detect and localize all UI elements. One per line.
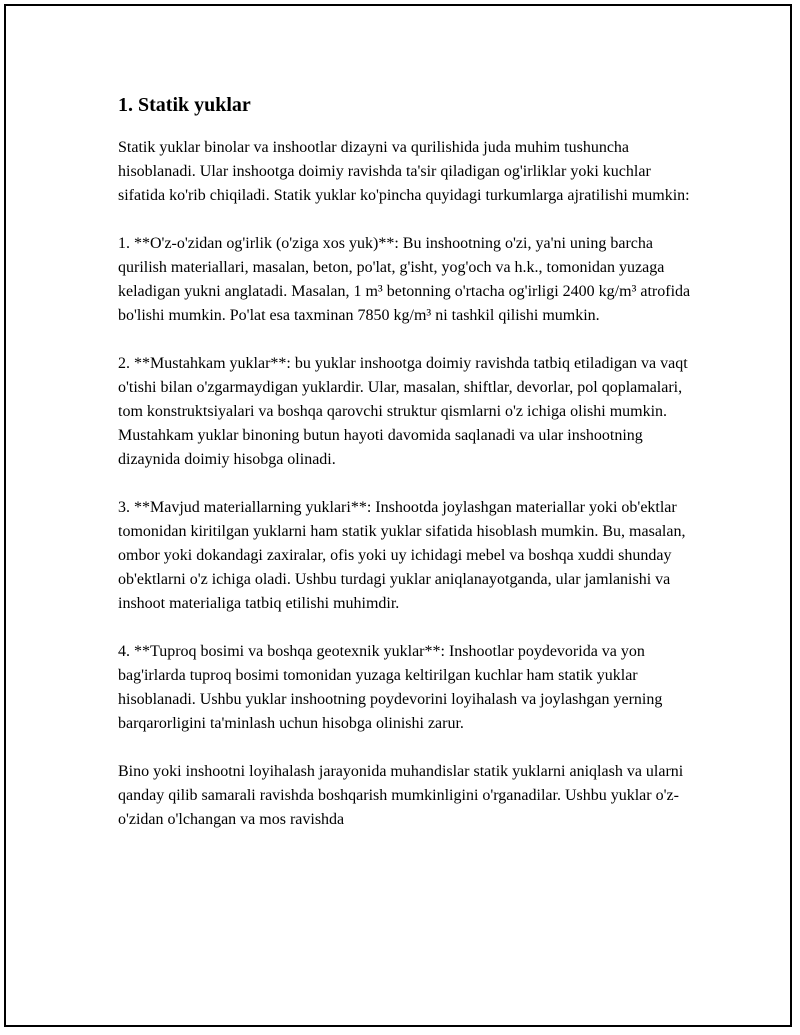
paragraph-item-4: 4. **Tuproq bosimi va boshqa geotexnik yuklar**: Inshootlar poydevorida va yon bag'irlarda tuproq bosimi tomonidan yuzaga keltirilgan kuchlar ham statik yuklar hisoblanadi. Ushbu yuklar inshootning poydevorini loyihalash va joylashgan yerning barqarorligini ta'minlash uchun hisobga olinishi zarur.: [118, 643, 663, 732]
paragraph-conclusion: Bino yoki inshootni loyihalash jarayonida muhandislar statik yuklarni aniqlash va ularni qanday qilib samarali ravishda boshqarish mumkinligini o'rganadilar. Ushbu yuklar o'z-o'zidan o'lchangan va mos ravishda: [118, 763, 684, 828]
paragraph-intro: Statik yuklar binolar va inshootlar dizayni va qurilishida juda muhim tushuncha hisoblanadi. Ular inshootga doimiy ravishda ta'sir qiladigan og'irliklar yoki kuchlar sifatida ko'rib chiqiladi. Statik yuklar ko'pincha quyidagi turkumlarga ajratilishi mumkin:: [118, 139, 690, 204]
paragraph-item-2: 2. **Mustahkam yuklar**: bu yuklar inshootga doimiy ravishda tatbiq etiladigan va vaqt o'tishi bilan o'zgarmaydigan yuklardir. Ular, masalan, shiftlar, devorlar, pol qoplamalari, tom konstruktsiyalari va boshqa qarovchi struktur qismlarni o'z ichiga olishi mumkin. Mustahkam yuklar binoning butun hayoti davomida saqlanadi va ular inshootning dizaynida doimiy hisobga olinadi.: [118, 355, 688, 468]
document-body: [118, 92, 693, 856]
paragraph-item-3: 3. **Mavjud materiallarning yuklari**: Inshootda joylashgan materiallar yoki ob'ektlar tomonidan kiritilgan yuklarni ham statik yuklar sifatida hisoblash mumkin. Bu, masalan, ombor yoki dokandagi zaxiralar, ofis yoki uy ichidagi mebel va boshqa xuddi shunday ob'ektlarni o'z ichiga oladi. Ushbu turdagi yuklar aniqlanayotganda, ular jamlanishi va inshoot materialiga tatbiq etilishi muhimdir.: [118, 499, 686, 612]
section-heading: 1. Statik yuklar: [118, 94, 251, 116]
paragraph-item-1: 1. **O'z-o'zidan og'irlik (o'ziga xos yuk)**: Bu inshootning o'zi, ya'ni uning barcha qurilish materiallari, masalan, beton, po'lat, g'isht, yog'och va h.k., tomonidan yuzaga keladigan yukni anglatadi. Masalan, 1 m³ betonning o'rtacha og'irligi 2400 kg/m³ atrofida bo'lishi mumkin. Po'lat esa taxminan 7850 kg/m³ ni tashkil qilishi mumkin.: [118, 235, 691, 324]
